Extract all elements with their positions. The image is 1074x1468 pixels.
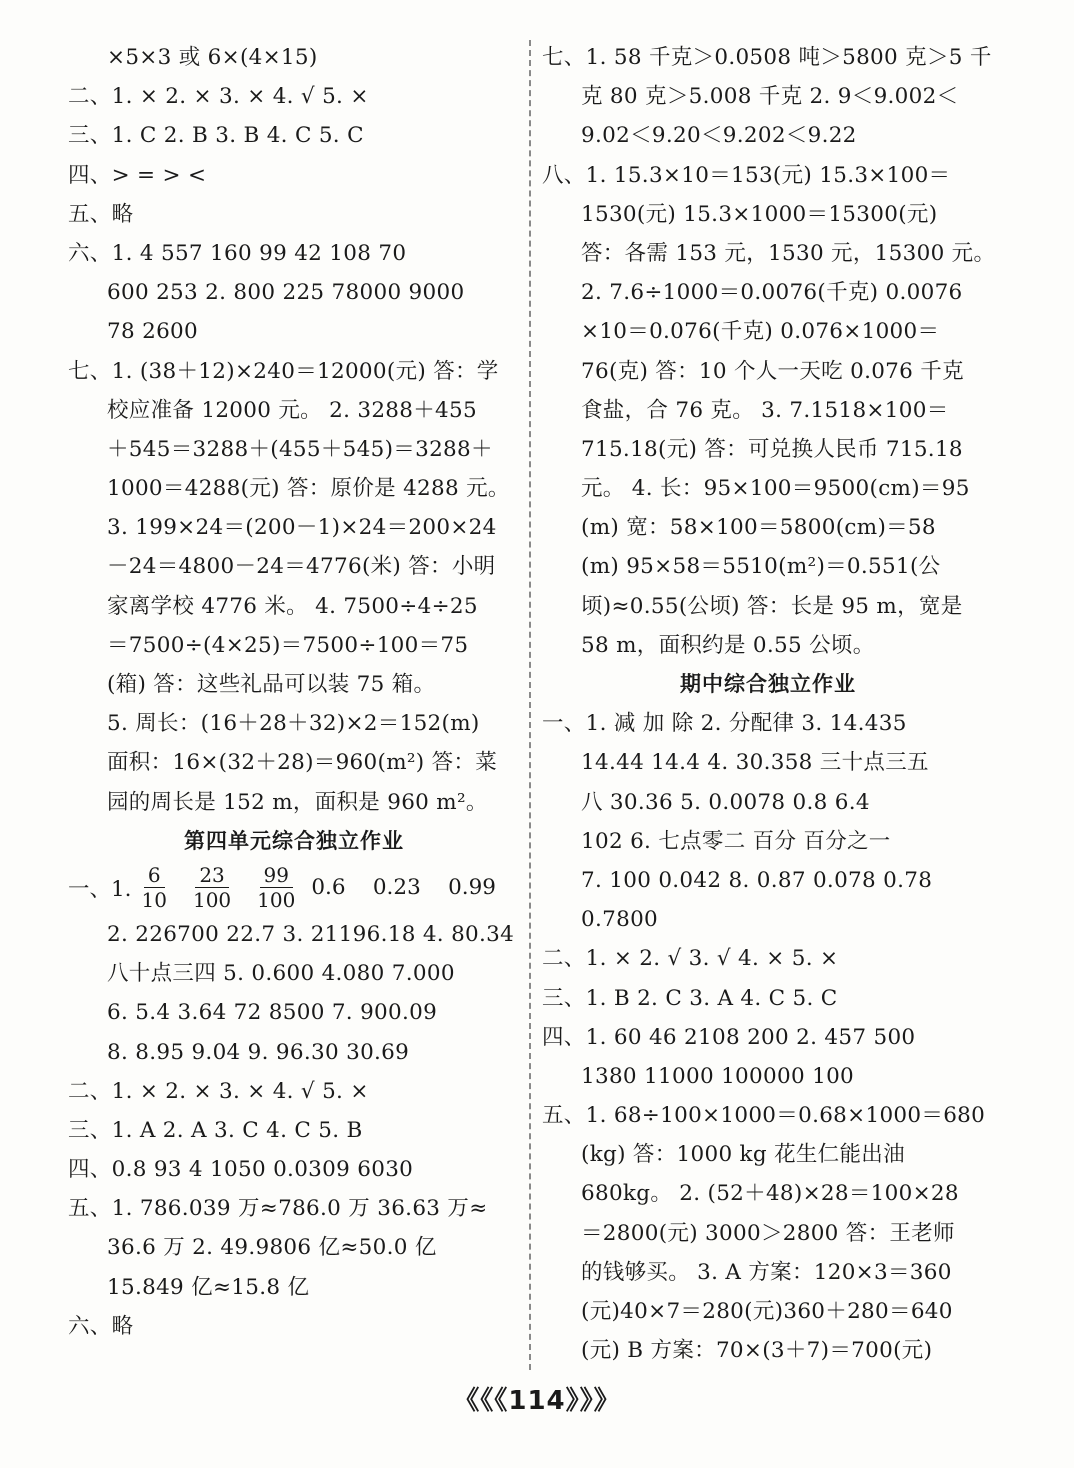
fraction bbox=[189, 863, 235, 912]
answer-line: (m) 95×58＝5510(m²)＝0.551(公 bbox=[581, 554, 941, 580]
fraction-denominator: 10 bbox=[141, 888, 167, 913]
answer-line: 2. 7.6÷1000＝0.0076(千克) 0.0076 bbox=[581, 280, 963, 306]
answer-line: 三、1. B 2. C 3. A 4. C 5. C bbox=[542, 985, 838, 1011]
answer-line: ＝2800(元) 3000＞2800 答：王老师 bbox=[581, 1220, 955, 1246]
fraction-answer-row bbox=[68, 861, 520, 915]
fraction-numerator: 23 bbox=[195, 863, 228, 888]
answer-line: 克 80 克＞5.008 千克 2. 9＜9.002＜ bbox=[581, 84, 959, 110]
answer-line: 78 2600 bbox=[107, 319, 199, 345]
answer-line: 园的周长是 152 m，面积是 960 m²。 bbox=[107, 789, 488, 815]
answer-line: 5. 周长：(16＋28＋32)×2＝152(m) bbox=[107, 711, 480, 737]
answer-line: 715.18(元) 答：可兑换人民币 715.18 bbox=[581, 436, 963, 462]
fraction-row-prefix: 一、1. bbox=[68, 877, 132, 903]
answer-line: 五、略 bbox=[68, 201, 134, 227]
answer-line: －24＝4800－24＝4776(米) 答：小明 bbox=[107, 554, 496, 580]
left-column bbox=[68, 38, 520, 1346]
answer-line: ＋545＝3288＋(455＋545)＝3288＋ bbox=[107, 436, 493, 462]
answer-line: 二、1. × 2. × 3. × 4. √ 5. × bbox=[68, 84, 369, 110]
answer-line: 9.02＜9.20＜9.202＜9.22 bbox=[581, 123, 857, 149]
answer-line: 三、1. A 2. A 3. C 4. C 5. B bbox=[68, 1117, 363, 1143]
answer-line: 600 253 2. 800 225 78000 9000 bbox=[107, 280, 465, 306]
answer-line: 答：各需 153 元，1530 元，15300 元。 bbox=[581, 240, 996, 266]
answer-line: 14.44 14.4 4. 30.358 三十点三五 bbox=[581, 750, 929, 776]
answer-line: 八、1. 15.3×10＝153(元) 15.3×100＝ bbox=[542, 162, 951, 188]
answer-line: 五、1. 68÷100×1000＝0.68×1000＝680 bbox=[542, 1103, 986, 1129]
answer-line: (元) B 方案：70×(3＋7)＝700(元) bbox=[581, 1338, 933, 1364]
answer-line: 8. 8.95 9.04 9. 96.30 30.69 bbox=[107, 1039, 410, 1065]
section-title: 第四单元综合独立作业 bbox=[184, 828, 404, 853]
answer-line: 四、1. 60 46 2108 200 2. 457 500 bbox=[542, 1024, 916, 1050]
answer-line: (m) 宽：58×100＝5800(cm)＝58 bbox=[581, 515, 936, 541]
answer-line: 食盐，合 76 克。 3. 7.1518×100＝ bbox=[581, 397, 949, 423]
answer-line: 三、1. C 2. B 3. B 4. C 5. C bbox=[68, 123, 364, 149]
answer-line: 八十点三四 5. 0.600 4.080 7.000 bbox=[107, 961, 455, 987]
answer-line: 2. 226700 22.7 3. 21196.18 4. 80.34 bbox=[107, 921, 515, 947]
answer-line: 3. 199×24＝(200－1)×24＝200×24 bbox=[107, 515, 497, 541]
answer-line: 校应准备 12000 元。 2. 3288＋455 bbox=[107, 397, 477, 423]
answer-line: 四、> = > < bbox=[68, 162, 207, 188]
answer-line: 680kg。 2. (52＋48)×28＝100×28 bbox=[581, 1181, 959, 1207]
fraction-numerator: 99 bbox=[260, 863, 293, 888]
answer-line: (元)40×7＝280(元)360＋280＝640 bbox=[581, 1299, 953, 1324]
fraction-row-decimals: 0.6 0.23 0.99 bbox=[311, 875, 496, 901]
right-column bbox=[542, 38, 994, 1370]
answer-line: 八 30.36 5. 0.0078 0.8 6.4 bbox=[581, 789, 870, 815]
fraction-denominator: 100 bbox=[192, 888, 232, 913]
answer-line: 58 m，面积约是 0.55 公顷。 bbox=[581, 632, 875, 658]
answer-line: ×5×3 或 6×(4×15) bbox=[107, 45, 318, 70]
fraction bbox=[138, 863, 171, 912]
answer-line: (kg) 答：1000 kg 花生仁能出油 bbox=[581, 1142, 905, 1168]
answer-line: 1000＝4288(元) 答：原价是 4288 元。 bbox=[107, 476, 510, 502]
answer-line: 6. 5.4 3.64 72 8500 7. 900.09 bbox=[107, 1000, 438, 1026]
fraction-numerator: 6 bbox=[144, 863, 165, 888]
answer-line: 一、1. 减 加 除 2. 分配律 3. 14.435 bbox=[542, 711, 907, 737]
answer-line: 面积：16×(32＋28)＝960(m²) 答：菜 bbox=[107, 750, 498, 776]
answer-line: 1380 11000 100000 100 bbox=[581, 1063, 855, 1089]
answer-line: ×10＝0.076(千克) 0.076×1000＝ bbox=[581, 319, 940, 345]
answer-line: 六、略 bbox=[68, 1313, 134, 1339]
fraction bbox=[253, 863, 299, 912]
answer-line: 76(克) 答：10 个人一天吃 0.076 千克 bbox=[581, 358, 964, 384]
answer-line: 102 6. 七点零二 百分 百分之一 bbox=[581, 828, 891, 854]
section-title: 期中综合独立作业 bbox=[680, 672, 856, 696]
answer-line: 二、1. × 2. √ 3. √ 4. × 5. × bbox=[542, 946, 839, 972]
answer-line: 15.849 亿≈15.8 亿 bbox=[107, 1274, 310, 1300]
answer-line: 36.6 万 2. 49.9806 亿≈50.0 亿 bbox=[107, 1235, 437, 1261]
answer-line: 二、1. × 2. × 3. × 4. √ 5. × bbox=[68, 1078, 369, 1104]
answer-line: 四、0.8 93 4 1050 0.0309 6030 bbox=[68, 1157, 414, 1183]
answer-line: 的钱够买。 3. A 方案：120×3＝360 bbox=[581, 1259, 952, 1285]
answer-line: 0.7800 bbox=[581, 907, 659, 933]
answer-line: 五、1. 786.039 万≈786.0 万 36.63 万≈ bbox=[68, 1196, 488, 1222]
fraction-denominator: 100 bbox=[257, 888, 296, 913]
answer-line: 元。 4. 长：95×100＝9500(cm)＝95 bbox=[581, 476, 970, 502]
answer-line: ＝7500÷(4×25)＝7500÷100＝75 bbox=[107, 632, 469, 658]
answer-line: (箱) 答：这些礼品可以装 75 箱。 bbox=[107, 672, 436, 697]
answer-line: 顷)≈0.55(公顷) 答：长是 95 m，宽是 bbox=[581, 593, 963, 619]
answer-line: 家离学校 4776 米。 4. 7500÷4÷25 bbox=[107, 593, 478, 619]
answer-line: 1530(元) 15.3×1000＝15300(元) bbox=[581, 201, 938, 227]
page-number: 《《《114》》》 bbox=[453, 1386, 621, 1416]
answer-line: 7. 100 0.042 8. 0.87 0.078 0.78 bbox=[581, 867, 933, 893]
column-divider bbox=[529, 40, 531, 1370]
answer-line: 七、1. (38＋12)×240＝12000(元) 答：学 bbox=[68, 358, 499, 384]
answer-line: 六、1. 4 557 160 99 42 108 70 bbox=[68, 240, 407, 266]
answer-line: 七、1. 58 千克＞0.0508 吨＞5800 克＞5 千 bbox=[542, 45, 992, 70]
